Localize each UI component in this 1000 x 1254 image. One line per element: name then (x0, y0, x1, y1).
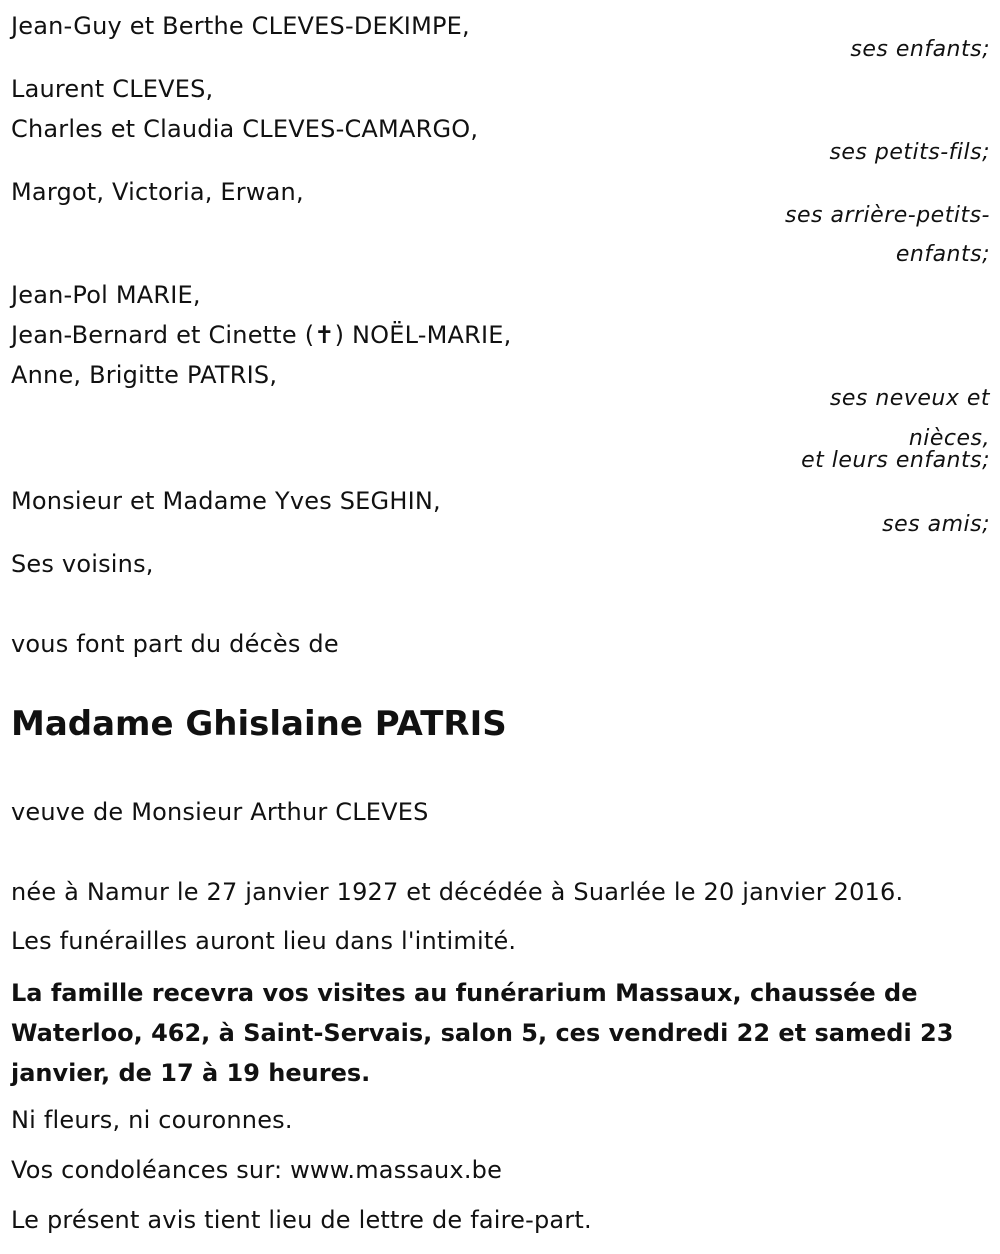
notice-text: Le présent avis tient lieu de lettre de faire-part. (11, 1206, 592, 1234)
relationship-label: ses arrière-petits- (785, 203, 990, 228)
visits-line: La famille recevra vos visites au funérarium Massaux, chaussée de (11, 979, 918, 1007)
funeral-text: Les funérailles auront lieu dans l'intimité. (11, 927, 517, 955)
family-name-line: Margot, Victoria, Erwan, (11, 178, 304, 206)
visits-line: janvier, de 17 à 19 heures. (11, 1059, 371, 1087)
family-name-line: Laurent CLEVES, (11, 75, 214, 103)
family-name-line: Jean-Pol MARIE, (11, 281, 201, 309)
announcement-text: vous font part du décès de (11, 630, 339, 658)
visits-paragraph (11, 973, 986, 1093)
relationship-label: ses petits-fils; (829, 140, 990, 165)
family-name-line: Jean-Bernard et Cinette (✝) NOËL-MARIE, (11, 321, 512, 349)
family-name-line: Jean-Guy et Berthe CLEVES-DEKIMPE, (11, 12, 470, 40)
visits-line: Waterloo, 462, à Saint-Servais, salon 5, ces vendredi 22 et samedi 23 (11, 1019, 954, 1047)
relationship-label: nièces, (908, 426, 990, 451)
family-name-line: Ses voisins, (11, 550, 154, 578)
relationship-label: enfants; (895, 242, 990, 267)
family-name-line: Charles et Claudia CLEVES-CAMARGO, (11, 115, 479, 143)
relationship-label: ses neveux et (829, 386, 990, 411)
deceased-name: Madame Ghislaine PATRIS (11, 704, 507, 744)
flowers-text: Ni fleurs, ni couronnes. (11, 1106, 293, 1134)
relationship-label: ses amis; (882, 512, 990, 537)
family-name-line: Monsieur et Madame Yves SEGHIN, (11, 487, 441, 515)
condolences-text: Vos condoléances sur: www.massaux.be (11, 1156, 503, 1184)
widow-of-text: veuve de Monsieur Arthur CLEVES (11, 798, 429, 826)
relationship-label: ses enfants; (850, 37, 990, 62)
relationship-label: et leurs enfants; (801, 448, 990, 473)
family-name-line: Anne, Brigitte PATRIS, (11, 361, 278, 389)
birth-death-text: née à Namur le 27 janvier 1927 et décédée à Suarlée le 20 janvier 2016. (11, 878, 904, 906)
